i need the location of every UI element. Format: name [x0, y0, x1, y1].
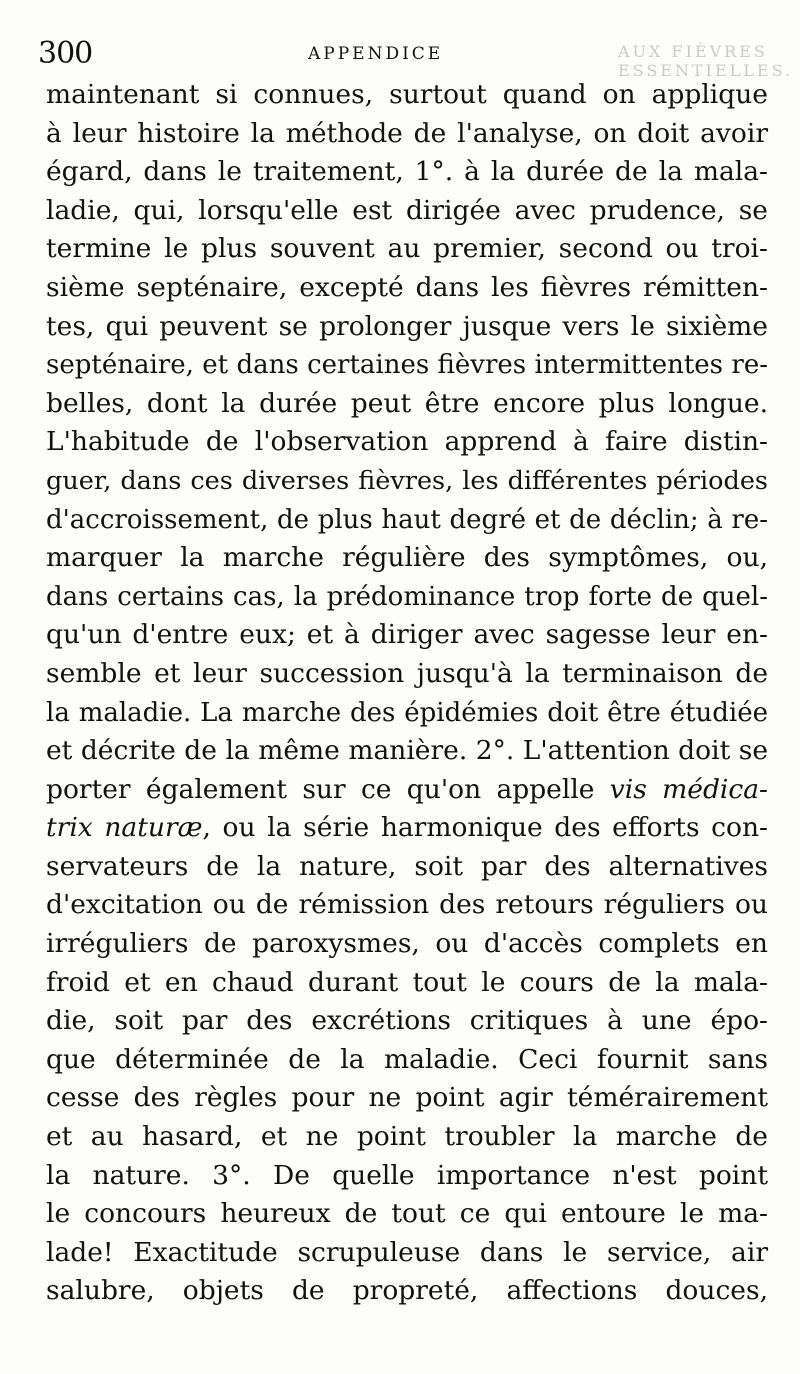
text-line-19 — [46, 771, 768, 810]
text-line-29: la nature. 3°. De quelle importance n'est point — [46, 1159, 768, 1191]
text-line-7: tes, qui peuvent se prolonger jusque vers le sixième — [46, 310, 768, 342]
page-number: 300 — [38, 36, 93, 71]
text-line-17: la maladie. La marche des épidémies doit être étudiée — [46, 697, 768, 728]
text-line-20-italic: trix naturæ — [46, 812, 203, 844]
text-line-2: à leur histoire la méthode de l'analyse, on doit avoir — [46, 117, 768, 149]
text-line-4: ladie, qui, lorsqu'elle est dirigée avec prudence, se — [46, 194, 768, 226]
text-line-31: lade! Exactitude scrupuleuse dans le service, air — [46, 1236, 768, 1268]
text-line-16: semble et leur succession jusqu'à la terminaison de — [46, 657, 768, 689]
bleed-through-text: AUX FIÈVRES ESSENTIELLES. — [618, 42, 794, 80]
text-line-15: qu'un d'entre eux; et à diriger avec sagesse leur en- — [46, 619, 768, 651]
text-line-32: salubre, objets de propreté, affections douces, — [46, 1275, 768, 1307]
text-line-9: belles, dont la durée peut être encore plus longue. — [46, 387, 768, 419]
text-line-11: guer, dans ces diverses fièvres, les différentes périodes — [46, 465, 768, 496]
text-line-5: termine le plus souvent au premier, second ou troi- — [46, 233, 768, 265]
text-line-20 — [46, 809, 768, 848]
page-header — [38, 34, 794, 80]
body-text — [46, 76, 768, 1311]
text-line-20-roman: , ou la série harmonique des efforts con- — [202, 812, 768, 844]
text-line-27: cesse des règles pour ne point agir témérairement — [46, 1082, 768, 1114]
text-line-23: irréguliers de paroxysmes, ou d'accès complets en — [46, 928, 768, 960]
text-line-14: dans certains cas, la prédominance trop forte de quel- — [46, 581, 768, 612]
text-line-18: et décrite de la même manière. 2°. L'attention doit se — [46, 735, 768, 767]
text-line-21: servateurs de la nature, soit par des alternatives — [46, 850, 768, 882]
text-line-8: septénaire, et dans certaines fièvres intermittentes re- — [46, 350, 768, 381]
text-line-26: que déterminée de la maladie. Ceci fournit sans — [46, 1043, 768, 1075]
text-line-13: marquer la marche régulière des symptômes, ou, — [46, 542, 768, 574]
text-line-19-roman: porter également sur ce qu'on appelle — [46, 773, 610, 805]
text-line-3: égard, dans le traitement, 1°. à la durée de la mala- — [46, 156, 768, 188]
text-line-19-italic: vis médica- — [609, 773, 768, 805]
text-line-1: maintenant si connues, surtout quand on applique — [46, 79, 768, 110]
text-line-25: die, soit par des excrétions critiques à une épo- — [46, 1005, 768, 1037]
running-head: APPENDICE — [308, 44, 444, 64]
text-line-28: et au hasard, et ne point troubler la marche de — [46, 1121, 768, 1153]
text-line-24: froid et en chaud durant tout le cours de la mala- — [46, 966, 768, 998]
text-line-10: L'habitude de l'observation apprend à faire distin- — [46, 426, 768, 458]
text-line-22: d'excitation ou de rémission des retours réguliers ou — [46, 889, 768, 921]
text-line-6: sième septénaire, excepté dans les fièvres rémitten- — [46, 271, 768, 303]
text-line-30: le concours heureux de tout ce qui entoure le ma- — [46, 1198, 768, 1230]
text-line-12: d'accroissement, de plus haut degré et de déclin; à re- — [46, 504, 768, 535]
